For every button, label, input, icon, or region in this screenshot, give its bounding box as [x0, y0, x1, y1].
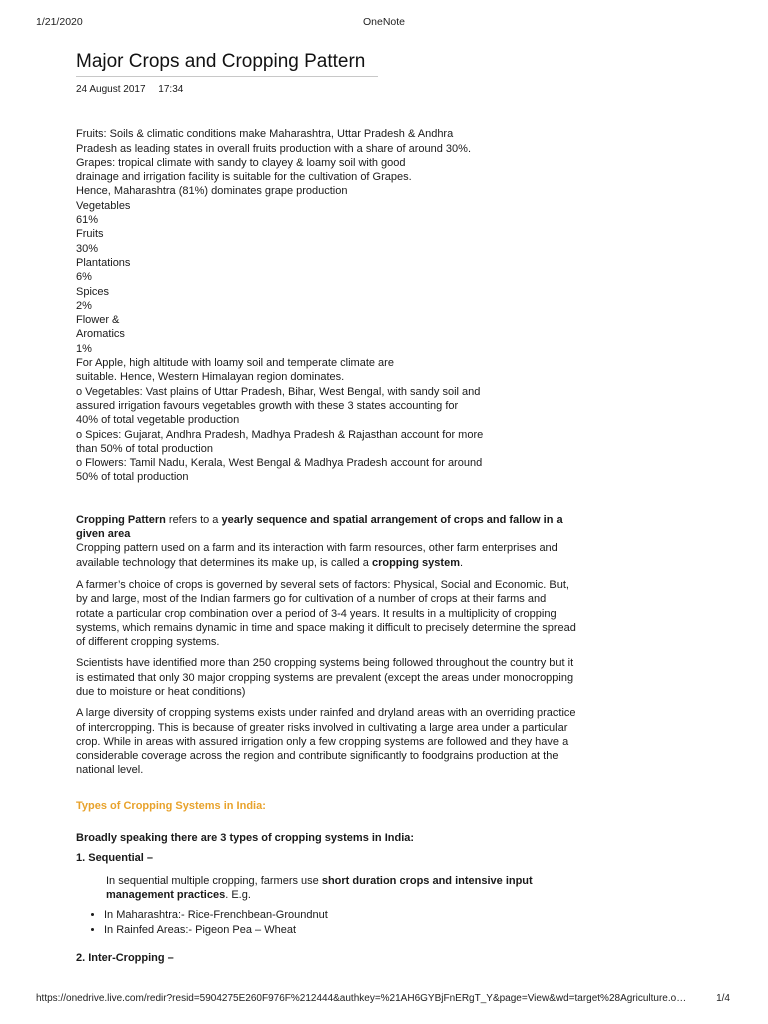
term-cropping-system: cropping system	[371, 556, 460, 569]
text-line: 1%	[76, 342, 92, 355]
print-app-name: OneNote	[362, 16, 406, 28]
list-item: • In Rainfed Areas:- Pigeon Pea – Wheat	[104, 923, 576, 937]
page-title: Major Crops and Cropping Pattern	[76, 50, 378, 77]
text-line: Grapes: tropical climate with sandy to clayey & loamy soil with good	[76, 156, 406, 169]
text-line: Pradesh as leading states in overall fruits production with a share of around 30%.	[76, 142, 472, 155]
text-line: assured irrigation favours vegetables growth with these 3 states accounting for	[76, 399, 459, 412]
note-time: 17:34	[158, 84, 184, 95]
intercropping-heading	[76, 951, 576, 965]
types-intro	[76, 831, 576, 845]
text-line: Hence, Maharashtra (81%) dominates grape production	[76, 185, 348, 198]
text-line: 2%	[76, 299, 92, 312]
sequential-heading-text: 1. Sequential –	[76, 852, 154, 865]
text-line: Plantations	[76, 256, 131, 269]
text-line: Flower &	[76, 314, 120, 327]
sequential-bold: short duration crops and intensive input management practices	[106, 874, 533, 901]
text-line: o Flowers: Tamil Nadu, Kerala, West Bengal & Madhya Pradesh account for around	[76, 457, 483, 470]
text-line: Spices	[76, 285, 110, 298]
text-line: o Vegetables: Vast plains of Uttar Pradesh, Bihar, West Bengal, with sandy soil and	[76, 385, 481, 398]
definition-text: yearly sequence and spatial arrangement of crops and fallow in a given area	[76, 513, 563, 541]
text-line: 40% of total vegetable production	[76, 414, 240, 427]
note-date: 24 August 2017	[76, 84, 146, 95]
cropping-system-definition	[76, 541, 576, 570]
text-line: 50% of total production	[76, 471, 189, 484]
text-line: 61%	[76, 214, 99, 227]
cropping-pattern-definition	[76, 513, 576, 542]
text-line: Fruits	[76, 228, 104, 241]
note-timestamp	[76, 83, 576, 97]
types-intro-text: Broadly speaking there are 3 types of cropping systems in India:	[76, 832, 415, 845]
paragraph-scientists: Scientists have identified more than 250 cropping systems being followed throughout the country but it is estimated that only 30 major cropping systems are prevalent (except the areas under monocropping due to moisture or heat conditions)	[76, 657, 574, 698]
intercropping-heading-text: 2. Inter-Cropping –	[76, 951, 174, 964]
types-heading: Types of Cropping Systems in India:	[76, 799, 266, 812]
sequential-description	[76, 874, 576, 903]
sequential-eg: . E.g.	[225, 888, 251, 901]
system-text: Cropping pattern used on a farm and its interaction with farm resources, other farm enterprises and available technology that determines its make up, is called a	[76, 542, 558, 569]
text-line: For Apple, high altitude with loamy soil and temperate climate are	[76, 357, 394, 370]
sequential-text: In sequential multiple cropping, farmers use	[106, 874, 322, 887]
text-line: o Spices: Gujarat, Andhra Pradesh, Madhya Pradesh & Rajasthan account for more	[76, 428, 484, 441]
text-line: than 50% of total production	[76, 442, 213, 455]
print-date: 1/21/2020	[36, 16, 83, 28]
note-page	[76, 50, 576, 965]
system-period: .	[459, 556, 464, 569]
term-cropping-pattern: Cropping Pattern	[76, 513, 166, 526]
text-line: drainage and irrigation facility is suitable for the cultivation of Grapes.	[76, 171, 412, 184]
fruits-section	[76, 127, 576, 484]
text-line: Vegetables	[76, 199, 131, 212]
paragraph-farmer-choice: A farmer’s choice of crops is governed by several sets of factors: Physical, Social and Economic. But, by and large, most of the Indian farmers go for cultivation of a number of crops at their farms and rotate a particular crop combination over a period of 3-4 years. It results in a multiplicity of cropping systems, which remains dynamic in time and space making it difficult to precisely determine the spread of different cropping systems.	[76, 578, 576, 649]
text-line: 6%	[76, 271, 92, 284]
text-line: Aromatics	[76, 328, 125, 341]
text-line: 30%	[76, 242, 99, 255]
print-url: https://onedrive.live.com/redir?resid=5904275E260F976F%212444&authkey=%21AH6GYBjFnERgT_Y&page=View&wd=target%28Agriculture.o…	[36, 993, 687, 1004]
list-item: • In Maharashtra:- Rice-Frenchbean-Groundnut	[104, 908, 576, 922]
definition-connector: refers to a	[165, 513, 222, 526]
page-number: 1/4	[716, 993, 730, 1004]
sequential-examples	[76, 908, 576, 937]
text-line: suitable. Hence, Western Himalayan region dominates.	[76, 371, 345, 384]
text-line: Fruits: Soils & climatic conditions make Maharashtra, Uttar Pradesh & Andhra	[76, 128, 454, 141]
sequential-heading	[76, 851, 576, 865]
paragraph-diversity: A large diversity of cropping systems exists under rainfed and dryland areas with an overriding practice of intercropping. This is because of greater risks involved in cultivating a large area under a particular crop. While in areas with assured irrigation only a few cropping systems are followed and they have a considerable coverage across the region and contribute significantly to foodgrains production at the national level.	[76, 707, 576, 777]
